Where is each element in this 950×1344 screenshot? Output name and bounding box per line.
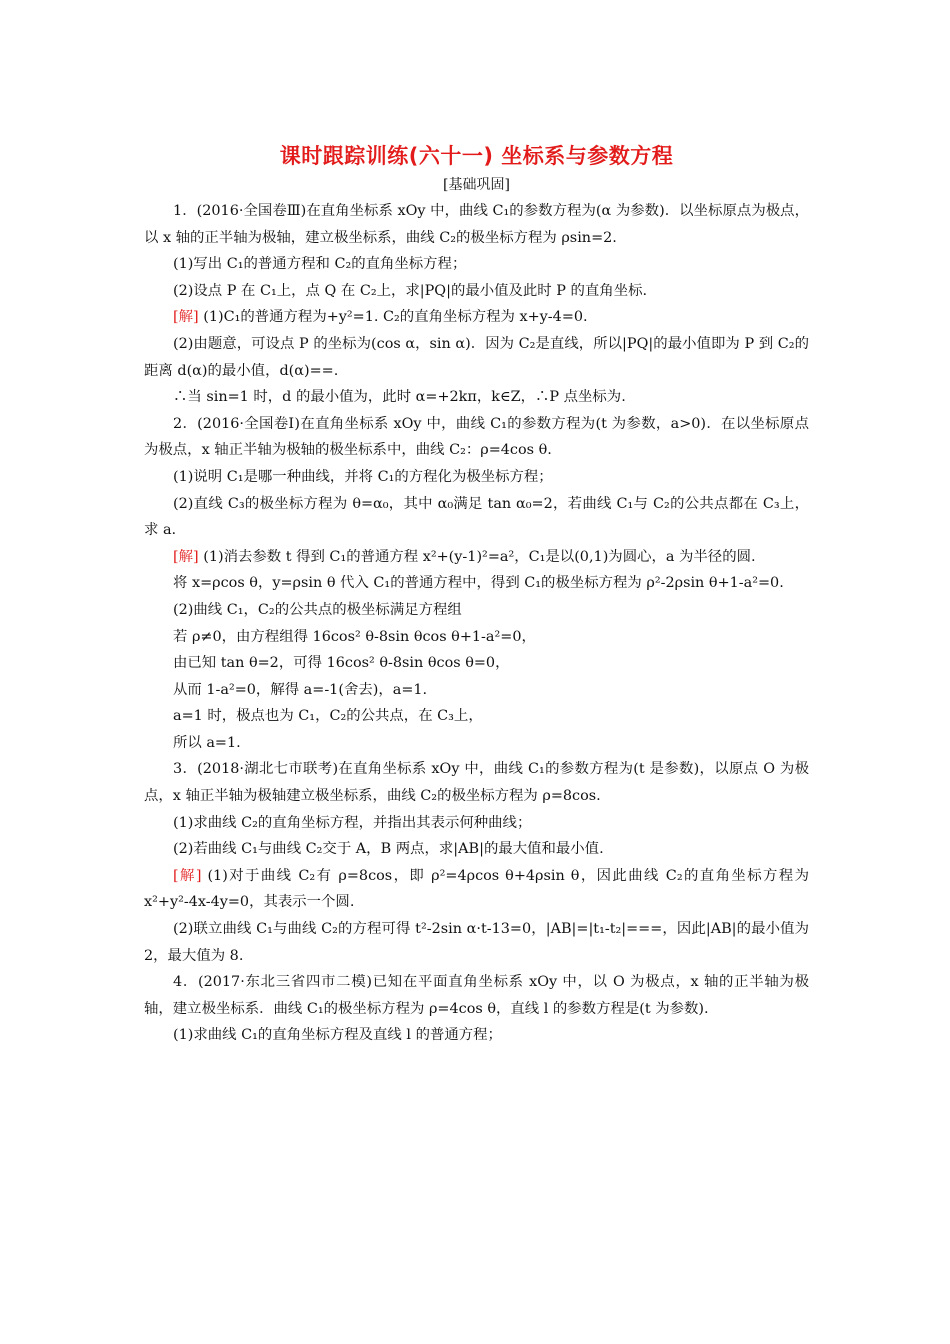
paragraph-text: (1)C₁的普通方程为+y²=1. C₂的直角坐标方程为 x+y-4=0. <box>198 309 588 326</box>
paragraph-text: (2)由题意，可设点 P 的坐标为(cos α，sin α)．因为 C₂是直线，所以|PQ|的最小值即为 P 到 C₂的距离 d(α)的最小值，d(α)==. <box>144 335 809 379</box>
paragraph-text: (2)直线 C₃的极坐标方程为 θ=α₀，其中 α₀满足 tan α₀=2，若曲线 C₁与 C₂的公共点都在 C₃上，求 a. <box>144 495 809 539</box>
paragraph-p7 <box>144 411 809 464</box>
paragraph-text: 2．(2016·全国卷Ⅰ)在直角坐标系 xOy 中，曲线 C₁的参数方程为(t 为参数，a>0)．在以坐标原点为极点，x 轴正半轴为极轴的极坐标系中，曲线 C₂：ρ=4cos θ. <box>144 415 809 459</box>
paragraph-p2 <box>144 251 809 278</box>
paragraph-p23 <box>144 969 809 1022</box>
paragraph-p3 <box>144 278 809 305</box>
paragraph-p15 <box>144 677 809 704</box>
paragraph-text: (1)对于曲线 C₂有 ρ=8cos，即 ρ²=4ρcos θ+4ρsin θ，因此曲线 C₂的直角坐标方程为 x²+y²-4x-4y=0，其表示一个圆. <box>144 867 809 911</box>
paragraph-text: (1)求曲线 C₁的直角坐标方程及直线 l 的普通方程； <box>173 1027 502 1044</box>
paragraph-text: (1)说明 C₁是哪一种曲线，并将 C₁的方程化为极坐标方程； <box>173 468 553 485</box>
solution-tag: [解] <box>173 548 199 565</box>
paragraph-text: 将 x=ρcos θ，y=ρsin θ 代入 C₁的普通方程中，得到 C₁的极坐标方程为 ρ²-2ρsin θ+1-a²=0. <box>173 575 784 592</box>
paragraph-text: 所以 a=1. <box>173 734 241 751</box>
paragraph-text: ∴当 sin=1 时，d 的最小值为，此时 α=+2kπ，k∈Z，∴P 点坐标为. <box>173 389 626 406</box>
paragraph-p14 <box>144 650 809 677</box>
solution-tag: [解] <box>173 867 202 884</box>
paragraph-p11 <box>144 570 809 597</box>
paragraph-p18 <box>144 756 809 809</box>
paragraph-text: 3．(2018·湖北七市联考)在直角坐标系 xOy 中，曲线 C₁的参数方程为(t 是参数)，以原点 O 为极点，x 轴正半轴为极轴建立极坐标系，曲线 C₂的极坐标方程为 ρ=8cos. <box>144 761 809 805</box>
paragraph-text: (1)求曲线 C₂的直角坐标方程，并指出其表示何种曲线； <box>173 814 532 831</box>
section-heading: [基础巩固] <box>443 177 510 193</box>
paragraph-text: (1)写出 C₁的普通方程和 C₂的直角坐标方程； <box>173 256 467 273</box>
paragraph-p1 <box>144 198 809 251</box>
document-body <box>144 198 809 1049</box>
paragraph-p21 <box>144 863 809 916</box>
paragraph-p24 <box>144 1022 809 1049</box>
paragraph-p17 <box>144 730 809 757</box>
paragraph-p9 <box>144 491 809 544</box>
paragraph-text: (1)消去参数 t 得到 C₁的普通方程 x²+(y-1)²=a²，C₁是以(0,1)为圆心，a 为半径的圆. <box>198 548 756 565</box>
paragraph-text: 若 ρ≠0，由方程组得 16cos² θ-8sin θcos θ+1-a²=0， <box>173 628 536 645</box>
paragraph-p13 <box>144 624 809 651</box>
solution-tag: [解] <box>173 309 199 326</box>
paragraph-p16 <box>144 703 809 730</box>
paragraph-text: (2)联立曲线 C₁与曲线 C₂的方程可得 t²-2sin α·t-13=0，|AB|=|t₁-t₂|===，因此|AB|的最小值为 2，最大值为 8. <box>144 921 809 964</box>
paragraph-text: 由已知 tan θ=2，可得 16cos² θ-8sin θcos θ=0， <box>173 655 510 672</box>
paragraph-p12 <box>144 597 809 624</box>
document-page <box>144 140 809 1049</box>
paragraph-p5 <box>144 331 809 384</box>
paragraph-p4 <box>144 304 809 331</box>
paragraph-text: (2)若曲线 C₁与曲线 C₂交于 A，B 两点，求|AB|的最大值和最小值. <box>173 841 604 858</box>
paragraph-p22 <box>144 916 809 969</box>
paragraph-text: (2)设点 P 在 C₁上，点 Q 在 C₂上，求|PQ|的最小值及此时 P 的直角坐标. <box>173 282 648 299</box>
paragraph-p8 <box>144 464 809 491</box>
paragraph-text: 从而 1-a²=0，解得 a=-1(舍去)，a=1. <box>173 681 428 698</box>
paragraph-text: 1．(2016·全国卷Ⅲ)在直角坐标系 xOy 中，曲线 C₁的参数方程为(α 为参数)．以坐标原点为极点，以 x 轴的正半轴为极轴，建立极坐标系，曲线 C₂的极坐标方程为 ρsin=2. <box>144 203 809 246</box>
paragraph-p10 <box>144 544 809 571</box>
paragraph-p20 <box>144 836 809 863</box>
paragraph-text: (2)曲线 C₁，C₂的公共点的极坐标满足方程组 <box>173 601 462 618</box>
page-title: 课时跟踪训练(六十一) 坐标系与参数方程 <box>279 144 674 168</box>
paragraph-text: 4．(2017·东北三省四市二模)已知在平面直角坐标系 xOy 中，以 O 为极点，x 轴的正半轴为极轴，建立极坐标系．曲线 C₁的极坐标方程为 ρ=4cos θ，直线 l 的参数方程是(t 为参数). <box>144 974 809 1017</box>
paragraph-p19 <box>144 810 809 837</box>
paragraph-text: a=1 时，极点也为 C₁，C₂的公共点，在 C₃上， <box>173 708 483 725</box>
paragraph-p6 <box>144 384 809 411</box>
